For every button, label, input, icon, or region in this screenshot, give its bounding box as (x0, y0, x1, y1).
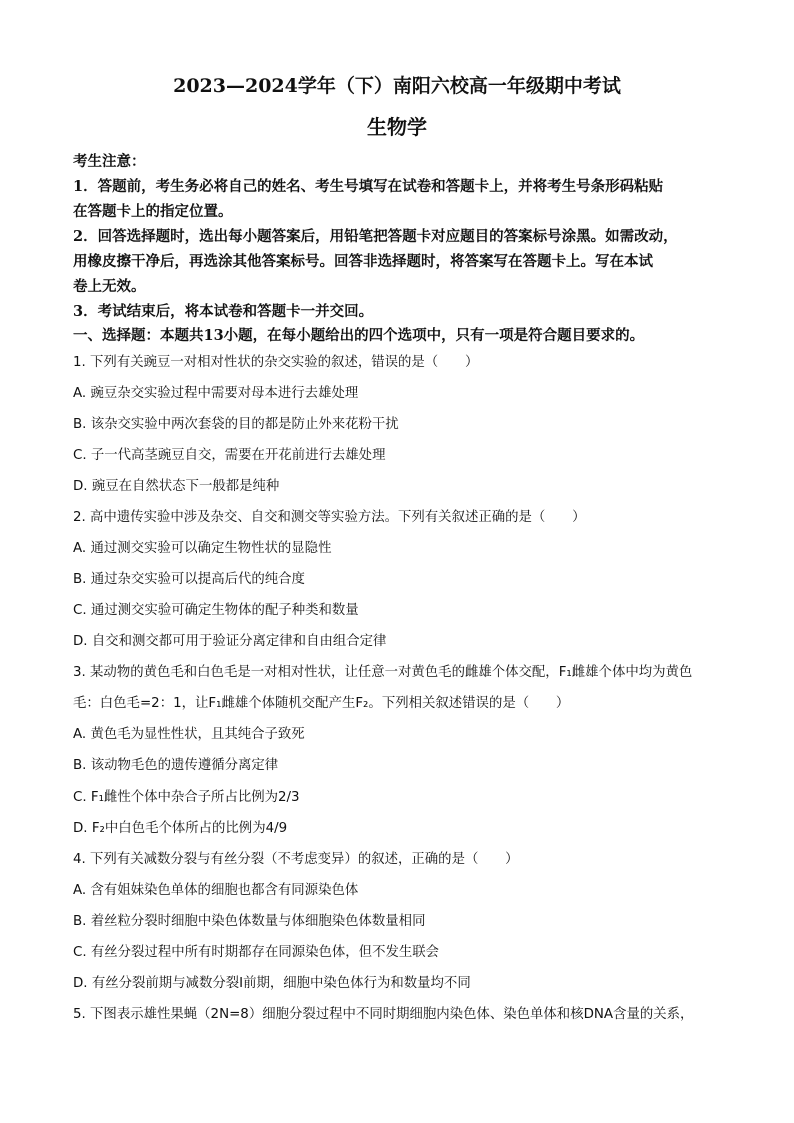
question-1-option-d: D. 豌豆在自然状态下一般都是纯种 (73, 479, 280, 494)
question-3-option-a: A. 黄色毛为显性性状，且其纯合子致死 (73, 727, 305, 742)
notice-item-2-line-3: 卷上无效。 (73, 278, 146, 295)
question-3-option-b: B. 该动物毛色的遗传遵循分离定律 (73, 758, 279, 773)
question-4-option-a: A. 含有姐妹染色单体的细胞也都含有同源染色体 (73, 883, 359, 898)
question-2-option-c: C. 通过测交实验可确定生物体的配子种类和数量 (73, 603, 359, 618)
question-2-option-d: D. 自交和测交都可用于验证分离定律和自由组合定律 (73, 634, 387, 649)
exam-title: 2023—2024学年（下）南阳六校高一年级期中考试 (173, 75, 621, 97)
question-2-option-a: A. 通过测交实验可以确定生物性状的显隐性 (73, 541, 332, 556)
notice-item-2-line-1: 2．回答选择题时，选出每小题答案后，用铅笔把答题卡对应题目的答案标号涂黑。如需改动， (73, 228, 678, 245)
question-3-option-d: D. F₂中白色毛个体所占的比例为4/9 (73, 821, 288, 836)
question-5-stem: 5. 下图表示雄性果蝇（2N=8）细胞分裂过程中不同时期细胞内染色体、染色单体和核DNA含量的关系， (73, 1007, 694, 1022)
section-1-heading: 一、选择题：本题共13小题，在每小题给出的四个选项中，只有一项是符合题目要求的。 (73, 327, 645, 344)
notice-heading: 考生注意： (73, 153, 146, 170)
question-2-option-b: B. 通过杂交实验可以提高后代的纯合度 (73, 572, 305, 587)
question-1-stem: 1. 下列有关豌豆一对相对性状的杂交实验的叙述，错误的是（ ） (73, 355, 479, 370)
question-3-stem-line-2: 毛：白色毛=2：1，让F₁雌雄个体随机交配产生F₂。下列相关叙述错误的是（ ） (73, 696, 570, 711)
question-1-option-b: B. 该杂交实验中两次套袋的目的都是防止外来花粉干扰 (73, 417, 399, 432)
question-4-option-c: C. 有丝分裂过程中所有时期都存在同源染色体，但不发生联会 (73, 945, 440, 960)
notice-item-1-line-2: 在答题卡上的指定位置。 (73, 203, 233, 220)
question-2-stem: 2. 高中遗传实验中涉及杂交、自交和测交等实验方法。下列有关叙述正确的是（ ） (73, 510, 586, 525)
notice-item-2-line-2: 用橡皮擦干净后，再选涂其他答案标号。回答非选择题时，将答案写在答题卡上。写在本试 (73, 253, 653, 270)
question-1-option-c: C. 子一代高茎豌豆自交，需要在开花前进行去雄处理 (73, 448, 386, 463)
question-3-stem-line-1: 3. 某动物的黄色毛和白色毛是一对相对性状，让任意一对黄色毛的雌雄个体交配，F₁雌雄个体中均为黄色 (73, 665, 693, 680)
notice-item-1-line-1: 1．答题前，考生务必将自己的姓名、考生号填写在试卷和答题卡上，并将考生号条形码粘贴 (73, 178, 664, 195)
question-3-option-c: C. F₁雌性个体中杂合子所占比例为2/3 (73, 790, 300, 805)
subject-title: 生物学 (367, 115, 427, 139)
notice-item-3: 3．考试结束后，将本试卷和答题卡一并交回。 (73, 303, 374, 320)
question-1-option-a: A. 豌豆杂交实验过程中需要对母本进行去雄处理 (73, 386, 359, 401)
question-4-stem: 4. 下列有关减数分裂与有丝分裂（不考虑变异）的叙述，正确的是（ ） (73, 852, 519, 867)
question-4-option-d: D. 有丝分裂前期与减数分裂Ⅰ前期，细胞中染色体行为和数量均不同 (73, 976, 471, 991)
question-4-option-b: B. 着丝粒分裂时细胞中染色体数量与体细胞染色体数量相同 (73, 914, 426, 929)
